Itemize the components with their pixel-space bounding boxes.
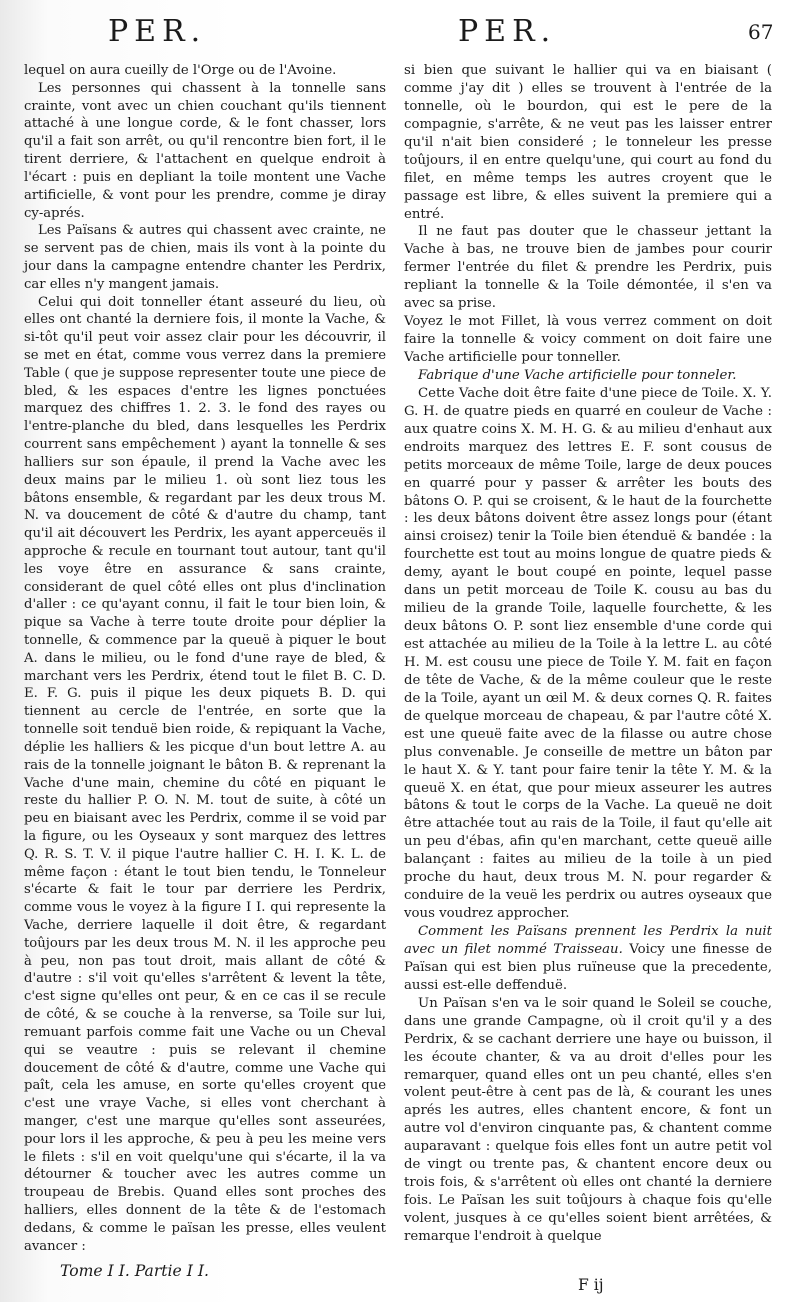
right-running-title: PER. [458, 14, 557, 49]
section-heading: Fabrique d'une Vache artificielle pour tonneler. [418, 367, 737, 383]
volume-footer: Tome I I. Partie I I. [60, 1262, 209, 1280]
page-number: 67 [748, 20, 774, 44]
running-head [0, 14, 800, 54]
paragraph: Celui qui doit tonneller étant asseuré du lieu, où elles ont chanté la derniere fois, il monte la Vache, & si-tôt qu'il peut voir assez clair pour les découvrir, il se met en état, comme vous verrez dans la premiere Table ( que je suppose representer toute une piece de bled, & les espaces d'entre les lignes ponctuées marquez des chiffres 1. 2. 3. le fond des rayes ou l'entre-planche du bled, dans lesquelles les Perdrix courrent sans empêchement ) ayant la tonnelle & ses halliers sur son épaule, il prend la Vache avec les deux mains par le milieu 1. où sont liez tous les bâtons ensemble, & regardant par les deux trous M. N. va doucement de côté & d'autre du champ, tant qu'il ait découvert les Perdrix, les ayant apperceuës il approche & recule en tournant tout autour, tant qu'il les voye être en assurance & sans crainte, considerant de quel côté elles ont plus d'inclination d'aller : ce qu'ayant connu, il fait le tour bien loin, & pique sa Vache à terre toute droite pour déplier la tonnelle, & commence par la queuë à piquer le bout A. dans le milieu, ou le fond d'une raye de bled, & marchant vers les Perdrix, étend tout le filet B. C. D. E. F. G. puis il pique les deux piquets B. D. qui tiennent au cercle de l'entrée, en sorte que la tonnelle soit tenduë bien roide, & repiquant la Vache, déplie les halliers & les picque d'un bout lettre A. au rais de la tonnelle joignant le bâton B. & reprenant la Vache d'une main, chemine du côté en piquant le reste du hallier P. O. N. M. tout de suite, à côté un peu en biaisant avec les Perdrix, comme il se void par la figure, ou les Oyseaux y sont marquez des lettres Q. R. S. T. V. il pique l'autre hallier C. H. I. K. L. de même façon : étant le tout bien tendu, le Tonneleur s'écarte & fait le tour par derriere les Perdrix, comme vous le voyez à la figure I I. qui represente la Vache, derriere laquelle il doit être, & regardant toûjours par les deux trous M. N. il les approche peu à peu, non pas tout droit, mais allant de côté & d'autre : s'il voit qu'elles s'arrêtent & levent la tête, c'est signe qu'elles ont peur, & en ce cas il se recule de côté, & se couche à la renverse, sa Toile sur lui, remuant parfois comme fait une Vache ou un Cheval qui se veautre : puis se relevant il chemine doucement de côté & d'autre, comme une Vache qui paît, cela les amuse, en sorte qu'elles croyent que c'est une vraye Vache, si elles vont cherchant à manger, c'est une marque qu'elles sont asseurées, pour lors il les approche, & peu à peu les meine vers le filets : s'il en voit quelqu'une qui s'écarte, il la va détourner & toucher avec les autres comme un troupeau de Brebis. Quand elles sont proches des halliers, elles donnent de la tête & de l'estomach dedans, & comme le païsan les presse, elles veulent avancer : [24, 294, 386, 1254]
section-heading-inline: Comment les Païsans prennent les Perdrix la nuit avec un filet nommé Traisseau. [404, 924, 772, 957]
paragraph: Voyez le mot Fillet, là vous verrez comment on doit faire la tonnelle & voicy comment on doit faire une Vache artificielle pour tonneller. [404, 314, 772, 365]
left-column [24, 62, 386, 1255]
paragraph-text: Voicy une finesse de Païsan qui est bien plus ruïneuse que la precedente, aussi est-elle deffenduë. [404, 941, 772, 993]
signature-mark: F ij [578, 1276, 604, 1294]
paragraph: lequel on aura cueilly de l'Orge ou de l'Avoine. [24, 63, 337, 78]
right-column [404, 62, 772, 1246]
paragraph [404, 923, 772, 995]
paragraph: Les personnes qui chassent à la tonnelle sans crainte, vont avec un chien couchant qu'ils tiennent attaché à une longue corde, & le font chasser, lors qu'il a fait son arrêt, ou qu'il rencontre bien fort, il le tirent derriere, & l'attachent en quelque endroit à l'écart : puis en depliant la toile montent une Vache artificielle, & vont pour les prendre, comme je diray cy-aprés. [24, 80, 386, 221]
paragraph: Un Païsan s'en va le soir quand le Soleil se couche, dans une grande Campagne, où il croit qu'il y a des Perdrix, & se cachant derriere une haye ou buisson, il les écoute chanter, & va au droit d'elles pour les remarquer, quand elles ont un peu chanté, elles s'en volent peut-être à cent pas de là, & courant les unes aprés les autres, elles chantent encore, & font un autre vol d'environ cinquante pas, & chantent comme auparavant : quelque fois elles font un autre petit vol de vingt ou trente pas, & chantent encore deux ou trois fois, & s'arrêtent où elles ont chanté la derniere fois. Le Païsan les suit toûjours à chaque fois qu'elle volent, jusques à ce qu'elles soient bient arrêtées, & remarque l'endroit à quelque [404, 995, 772, 1244]
paragraph: Il ne faut pas douter que le chasseur jettant la Vache à bas, ne trouve bien de jambes pour courir fermer l'entrée du filet & prendre les Perdrix, puis repliant la tonnelle & la Toile démontée, il s'en va avec sa prise. [404, 224, 772, 312]
paragraph: Cette Vache doit être faite d'une piece de Toile. X. Y. G. H. de quatre pieds en quarré en couleur de Vache : aux quatre coins X. M. H. G. & au milieu d'enhaut aux endroits marquez des lettres E. F. sont cousus de petits morceaux de même Toile, large de deux pouces en quarré pour y passer & arrêter les bouts des bâtons O. P. qui se croisent, & le haut de la fourchette : les deux bâtons doivent être assez longs pour (étant ainsi croisez) tenir la Toile bien étenduë & bandée : la fourchette est tout au moins longue de quatre pieds & demy, ayant le bout coupé en pointe, lequel passe dans un petit morceau de Toile K. cousu au bas du milieu de la grande Toile, laquelle fourchette, & les deux bâtons O. P. sont liez ensemble d'une corde qui est attachée au milieu de la Toile à la lettre L. au côté H. M. est cousu une piece de Toile Y. M. fait en façon de tête de Vache, & de la même couleur que le reste de la Toile, ayant un œil M. & deux cornes Q. R. faites de quelque morceau de chapeau, & par l'autre côté X. est une queuë faite avec de la filasse ou autre chose plus convenable. Je conseille de mettre un bâton par le haut X. & Y. tant pour faire tenir la tête Y. M. & la queuë X. en état, que pour mieux asseurer les autres bâtons & tout le corps de la Vache. La queuë ne doit être attachée tout au rais de la Toile, il faut qu'elle ait un peu d'ébas, afin qu'en marchant, cette queuë aille balançant : faites au milieu de la toile à un pied proche du haut, deux trous M. N. pour regarder & conduire de la veuë les perdrix ou autres oyseaux que vous voudrez approcher. [404, 385, 772, 922]
paragraph: si bien que suivant le hallier qui va en biaisant ( comme j'ay dit ) elles se trouvent à l'entrée de la tonnelle, où le bourdon, qui est le pere de la compagnie, s'arrête, & ne veut pas les laisser entrer qu'il n'ait bien consideré ; le tonneleur les presse toûjours, il en entre quelqu'une, qui court au fond du filet, en même temps les autres croyent que le passage est libre, & elles suivent la premiere qui a entré. [404, 63, 772, 222]
left-running-title: PER. [108, 14, 207, 49]
paragraph: Les Païsans & autres qui chassent avec crainte, ne se servent pas de chien, mais ils vont à la pointe du jour dans la campagne entendre chanter les Perdrix, car elles n'y mangent jamais. [24, 223, 386, 292]
